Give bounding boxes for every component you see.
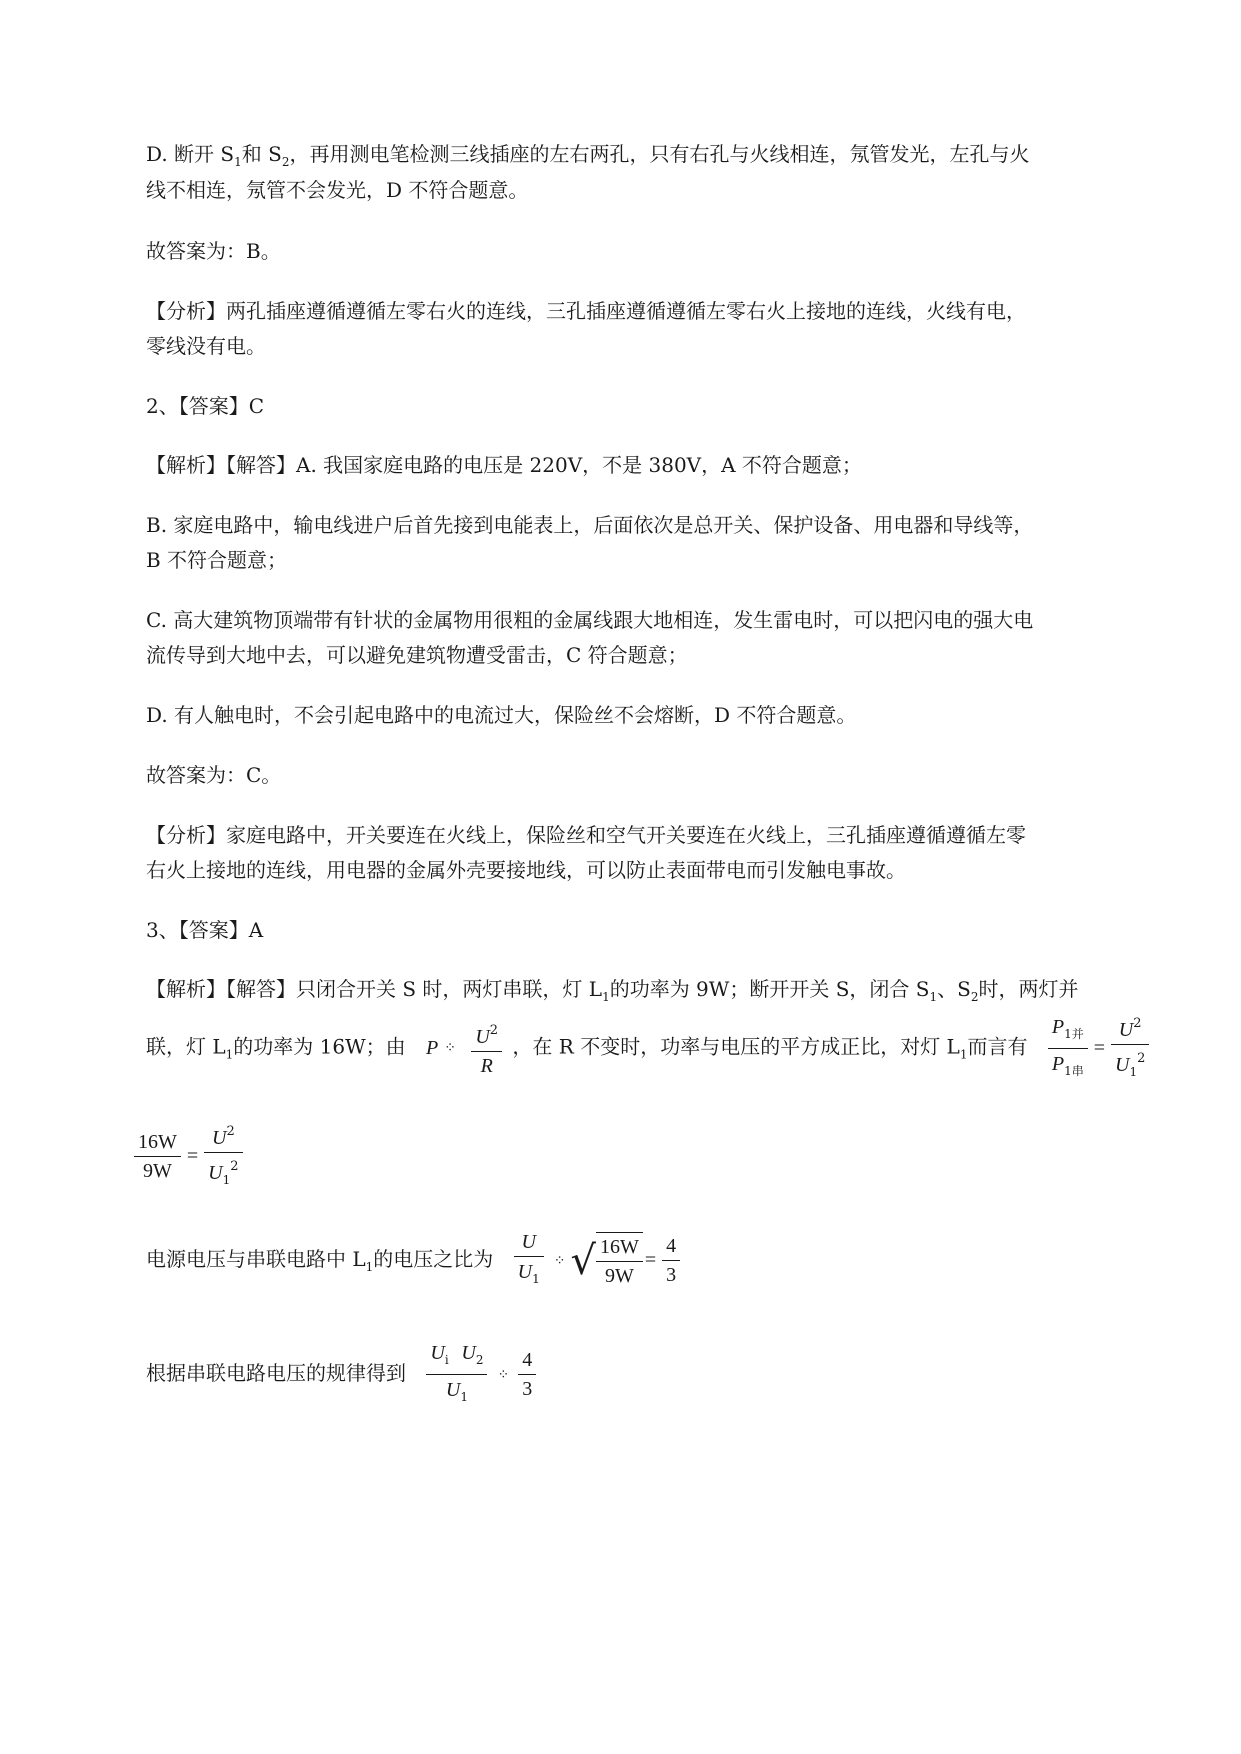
question-2-analysis-line-2: 右火上接地的连线，用电器的金属外壳要接地线，可以防止表面带电而引发触电事故。: [146, 858, 906, 882]
voltage-squared-fraction: $\frac{U^2}{U_1^2}$: [204, 1118, 242, 1194]
question-2-option-d: D. 有人触电时，不会引起电路中的电流过大，保险丝不会熔断，D 不符合题意。: [146, 703, 857, 727]
proportional-symbol: ⁘: [444, 1040, 455, 1056]
series-voltage-law-line: 根据串联电路电压的规律得到 $\frac{U_ⅰ U_2}{U_1}$ ⁘ $\frac{4}{3}$: [146, 1338, 540, 1411]
question-2-option-c-line-2: 流传导到大地中去，可以避免建筑物遭受雷击，C 符合题意；: [146, 643, 688, 667]
analysis-1-line-2: 零线没有电。: [146, 334, 266, 358]
voltage-ratio-formula: $\frac{U^2}{U_1^2}$: [1111, 1010, 1149, 1086]
question-2-option-c-line-1: C. 高大建筑物顶端带有针状的金属物用很粗的金属线跟大地相连，发生雷电时，可以把闪电的强大电: [146, 608, 1034, 632]
voltage-ratio-fraction: $\frac{U}{U_1}$: [514, 1228, 544, 1293]
question-2-option-a: 【解析】【解答】A. 我国家庭电路的电压是 220V，不是 380V，A 不符合题意；: [146, 453, 862, 477]
power-formula: $\frac{U^2}{R}$: [471, 1017, 502, 1080]
proportional-symbol: ⁘: [497, 1366, 509, 1383]
equation-16w-9w: $\frac{16W}{9W}$ = $\frac{U^2}{U_1^2}$: [130, 1118, 247, 1194]
question-3-answer: 3、【答案】A: [146, 918, 264, 942]
proportional-symbol: ⁘: [553, 1252, 565, 1269]
question-3-solution-line-1: 【解析】【解答】只闭合开关 S 时，两灯串联，灯 $L_1$的功率为 9W；断开开关 S，闭合 $S_1$、$S_2$时，两灯并: [146, 977, 1079, 1004]
analysis-1-line-1: 【分析】两孔插座遵循遵循左零右火的连线，三孔插座遵循遵循左零右火上接地的连线，火线有电，: [146, 299, 1026, 323]
answer-summary-1: 故答案为：B。: [146, 239, 281, 263]
option-d-line-1: D. 断开 $S_1$和 $S_2$，再用测电笔检测三线插座的左右两孔，只有右孔与火线相连，氖管发光，左孔与火: [146, 142, 1030, 169]
law-result-fraction: $\frac{4}{3}$: [518, 1346, 536, 1403]
question-3-solution-line-2: 联，灯 $L_1$的功率为 16W；由 P ⁘ $\frac{U^2}{R}$ ，在 R 不变时，功率与电压的平方成正比，对灯 $L_1$而言有 $\frac{P_{1并}}{P_{1串}}$ = $\frac{U^2}{U_1^2}$: [146, 1010, 1153, 1086]
ratio-result-fraction: $\frac{4}{3}$: [662, 1232, 680, 1289]
question-2-analysis-line-1: 【分析】家庭电路中，开关要连在火线上，保险丝和空气开关要连在火线上，三孔插座遵循遵循左零: [146, 823, 1026, 847]
question-2-option-b-line-2: B 不符合题意；: [146, 548, 288, 572]
question-2-option-b-line-1: B. 家庭电路中，输电线进户后首先接到电能表上，后面依次是总开关、保护设备、用电器和导线等，: [146, 513, 1034, 537]
question-2-answer: 2、【答案】C: [146, 394, 265, 418]
series-voltage-fraction: $\frac{U_ⅰ U_2}{U_1}$: [426, 1338, 487, 1411]
power-values-fraction: $\frac{16W}{9W}$: [134, 1128, 181, 1185]
question-2-final-answer: 故答案为：C。: [146, 763, 282, 787]
power-ratio-formula: $\frac{P_{1并}}{P_{1串}}$: [1048, 1012, 1088, 1085]
square-root: √ $\frac{16W}{9W}$: [570, 1232, 642, 1290]
option-d-line-2: 线不相连，氖管不会发光，D 不符合题意。: [146, 178, 529, 202]
voltage-ratio-line: 电源电压与串联电路中 $L_1$的电压之比为 $\frac{U}{U_1}$ ⁘ √ $\frac{16W}{9W}$ = $\frac{4}{3}$: [146, 1228, 684, 1293]
